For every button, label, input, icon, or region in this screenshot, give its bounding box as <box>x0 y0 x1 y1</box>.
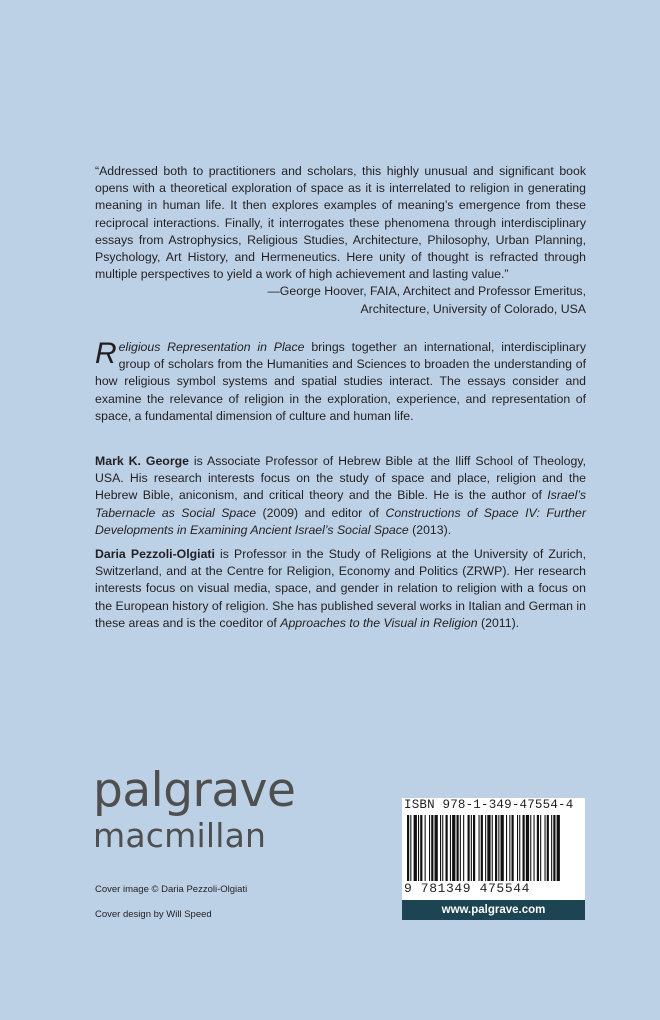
isbn-label: ISBN 978-1-349-47554-4 <box>404 798 574 812</box>
endorsement-block <box>95 163 586 318</box>
bio-text: is Associate Professor of Hebrew Bible at the Iliff School of Theology, USA. His research interests focus on the study of space and place, religion and the Hebrew Bible, aniconism, and critical theory and the Bible. He is the author of <box>95 454 586 503</box>
attribution-line-1: —George Hoover, FAIA, Architect and Professor Emeritus, <box>267 284 586 299</box>
barcode-icon <box>407 815 581 881</box>
barcode-bar <box>435 815 438 881</box>
barcode-bar <box>431 815 433 881</box>
barcode-bar <box>517 815 518 881</box>
cover-design-credit: Cover design by Will Speed <box>95 909 212 920</box>
description-text: brings together an international, interdisciplinary group of scholars from the Humanities and Sciences to broaden the understanding of how religious symbol systems and spatial studies interact. The essays consider and examine the relevance of religion in the exploration, experience, and representation of space, a fundamental dimension of culture and human life. <box>95 340 586 423</box>
barcode-bar <box>418 815 419 881</box>
publisher-website: www.palgrave.com <box>402 900 585 920</box>
barcode-bar <box>553 815 555 881</box>
barcode-bar <box>523 815 525 881</box>
book-title: Israel’s Tabernacle as Social Space <box>95 488 586 520</box>
cover-image-credit: Cover image © Daria Pezzoli-Olgiati <box>95 884 248 895</box>
barcode-bar <box>506 815 507 881</box>
barcode-bar <box>414 815 417 881</box>
barcode-bar <box>547 815 549 881</box>
logo-line-1: palgrave <box>93 763 296 818</box>
book-title: eligious Representation in Place <box>118 340 305 354</box>
book-title: Approaches to the Visual in Religion <box>280 615 478 630</box>
barcode-bar <box>440 815 441 881</box>
barcode-bar <box>446 815 448 881</box>
barcode-bar <box>410 815 411 881</box>
barcode-bar <box>487 815 490 881</box>
barcode-bar <box>473 815 475 881</box>
barcode-bar <box>557 815 560 881</box>
book-title: Constructions of Space IV: Further Developments in Examining Ancient Israel’s Social Space <box>95 505 586 537</box>
barcode-bar <box>420 815 422 881</box>
barcode-bar <box>452 815 455 881</box>
author-bio-george <box>95 453 586 539</box>
barcode-digits: 9 781349 475544 <box>404 881 531 896</box>
barcode-bar <box>460 815 461 881</box>
barcode-bar <box>519 815 520 881</box>
bio-text: (2013). <box>408 522 452 537</box>
barcode-bar <box>468 815 470 881</box>
barcode-bar <box>425 815 426 881</box>
bio-text: (2011). <box>477 615 520 630</box>
publisher-logo <box>93 765 295 855</box>
barcode-bar <box>479 815 480 881</box>
barcode-bar <box>450 815 451 881</box>
barcode-bar <box>442 815 443 881</box>
logo-line-2: macmillan <box>93 816 267 855</box>
author-bio-pezzoli <box>95 546 586 632</box>
bio-text: (2009) and editor of <box>256 505 386 520</box>
barcode-bar <box>501 815 504 881</box>
endorsement-quote: “Addressed both to practitioners and scholars, this highly unusual and significant book opens with a theoretical exploration of space as it is interrelated to religion in generating meaning in human life. It then explores examples of meaning’s emergence from these reciprocal interactions. Finally, it interrogates these phenomena through interdisciplinary essays from Astrophysics, Religious Studies, Architecture, Philosophy, Urban Planning, Psychology, Art History, and Hermeneutics. Here unity of thought is refracted through multiple perspectives to yield a work of high achievement and lasting value.” <box>95 164 586 282</box>
barcode-bar <box>495 815 497 881</box>
endorsement-attribution <box>95 283 586 317</box>
barcode-bar <box>534 815 535 881</box>
barcode-bar <box>457 815 459 881</box>
barcode-bar <box>512 815 514 881</box>
barcode-bar <box>540 815 541 881</box>
barcode-bar <box>545 815 546 881</box>
barcode-bar <box>498 815 499 881</box>
book-description <box>95 339 586 425</box>
barcode-bar <box>551 815 552 881</box>
barcode-bar <box>509 815 510 881</box>
drop-cap: R <box>95 337 117 370</box>
barcode-bar <box>537 815 539 881</box>
bio-text: is Professor in the Study of Religions at the University of Zurich, Switzerland, and at the Centre for Religion, Economy and Politics (ZRWP). Her research interests focus on visual media, space, and gender in relation to religion with a focus on the European history of religion. She has published several works in Italian and German in these areas and is the coeditor of <box>95 547 586 630</box>
barcode-bar <box>463 815 464 881</box>
barcode-bar <box>526 815 529 881</box>
barcode-bar <box>429 815 430 881</box>
barcode-bar <box>530 815 531 881</box>
barcode-bar <box>481 815 483 881</box>
barcode-bar <box>407 815 409 881</box>
author-name: Mark K. George <box>95 454 189 468</box>
barcode-bar <box>485 815 486 881</box>
barcode-bar <box>492 815 493 881</box>
author-name: Daria Pezzoli-Olgiati <box>95 547 215 561</box>
barcode-bar <box>471 815 472 881</box>
attribution-line-2: Architecture, University of Colorado, USA <box>360 301 586 316</box>
